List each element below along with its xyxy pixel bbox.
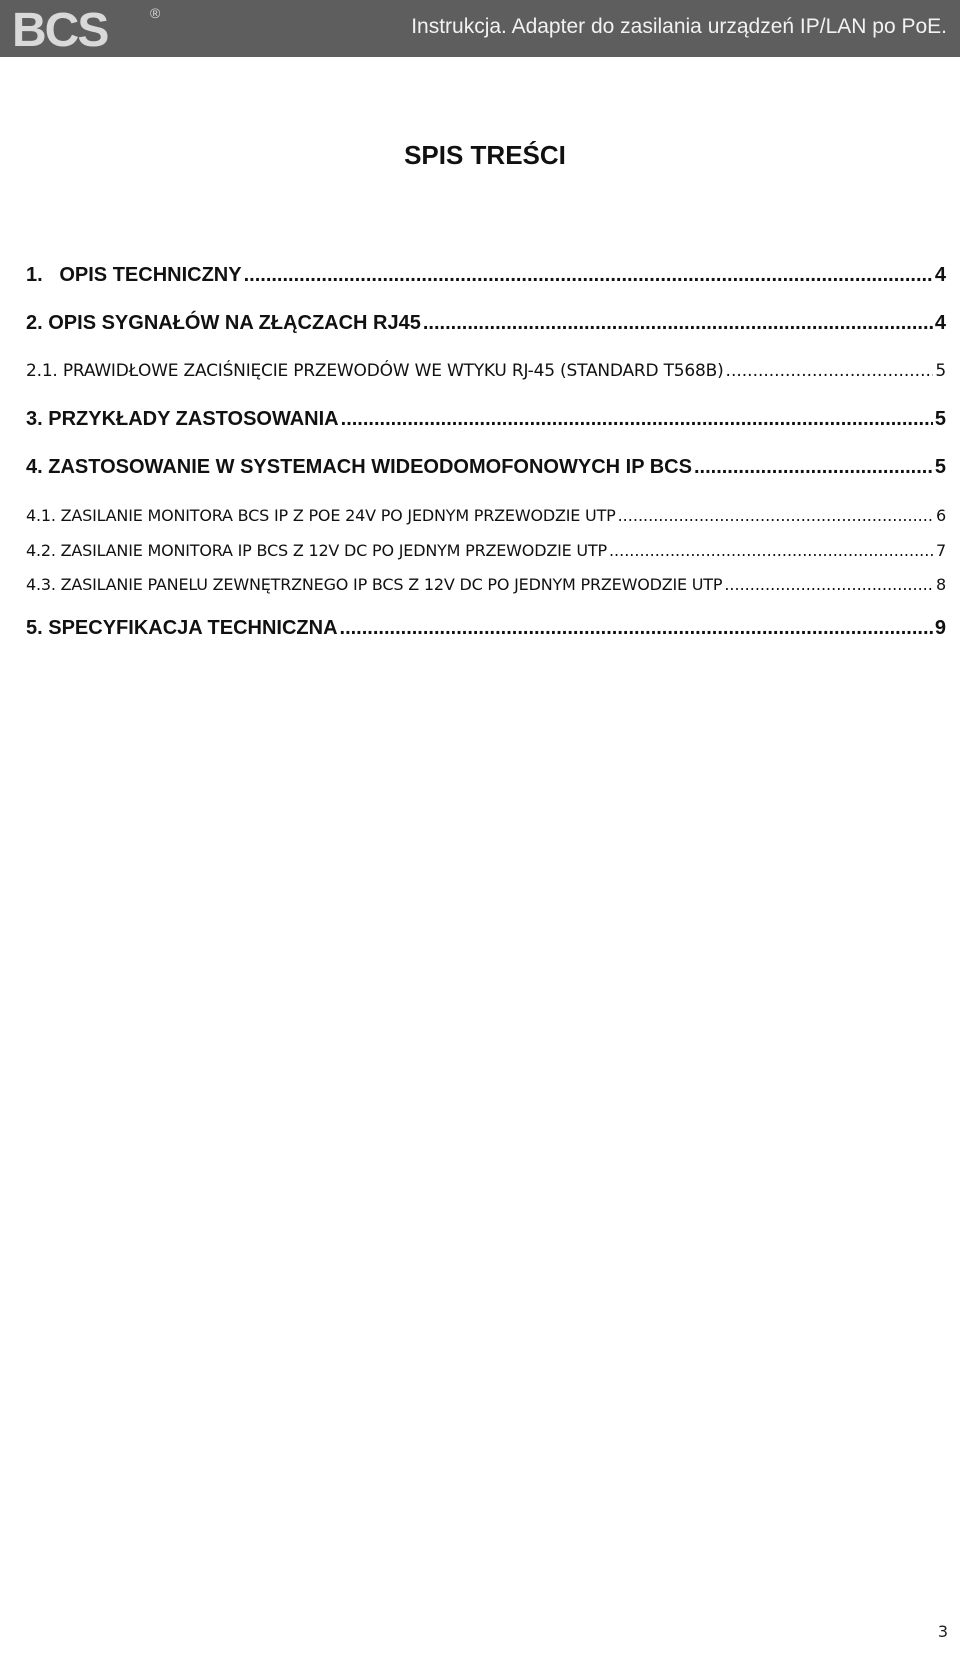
toc-leader <box>244 264 933 287</box>
toc-entry-label: 2.1. PRAWIDŁOWE ZACIŚNIĘCIE PRZEWODÓW WE WTYKU RJ-45 (STANDARD T568B) <box>26 361 724 381</box>
toc-entry-page: 4 <box>934 312 946 334</box>
toc-entry-2[interactable] <box>26 312 946 335</box>
toc-heading: SPIS TREŚCI <box>404 140 566 170</box>
toc-entry-label: 4.2. ZASILANIE MONITORA IP BCS Z 12V DC PO JEDNYM PRZEWODZIE UTP <box>26 541 607 560</box>
toc-leader <box>726 361 934 381</box>
toc-entry-label: 4. ZASTOSOWANIE W SYSTEMACH WIDEODOMOFONOWYCH IP BCS <box>26 456 692 478</box>
toc-entry-2-1[interactable] <box>26 361 946 381</box>
header-bar <box>0 0 960 57</box>
toc-entry-label: 4.3. ZASILANIE PANELU ZEWNĘTRZNEGO IP BCS Z 12V DC PO JEDNYM PRZEWODZIE UTP <box>26 575 723 594</box>
toc-leader <box>724 575 934 594</box>
toc-entry-page: 4 <box>934 264 946 286</box>
toc-entry-4-1[interactable] <box>26 506 946 525</box>
toc-leader <box>340 617 933 640</box>
toc-entry-4-2[interactable] <box>26 541 946 560</box>
toc-leader <box>341 408 933 431</box>
toc-entry-page: 5 <box>934 456 946 478</box>
bcs-logo <box>10 2 160 52</box>
toc-leader <box>423 312 933 335</box>
toc-entry-label: 2. OPIS SYGNAŁÓW NA ZŁĄCZACH RJ45 <box>26 312 421 334</box>
toc-entry-4[interactable] <box>26 456 946 479</box>
toc-entry-page: 5 <box>935 361 946 381</box>
toc-entry-page: 5 <box>934 408 946 430</box>
toc-entry-label: 1. OPIS TECHNICZNY <box>26 264 242 286</box>
toc-leader <box>618 506 934 525</box>
toc-entry-page: 8 <box>936 575 946 594</box>
toc-entry-4-3[interactable] <box>26 575 946 594</box>
toc-entry-page: 6 <box>936 506 946 525</box>
toc-entry-3[interactable] <box>26 408 946 431</box>
toc-entry-label: 3. PRZYKŁADY ZASTOSOWANIA <box>26 408 339 430</box>
toc-entry-page: 9 <box>934 617 946 639</box>
toc-entry-label: 4.1. ZASILANIE MONITORA BCS IP Z POE 24V PO JEDNYM PRZEWODZIE UTP <box>26 506 616 525</box>
toc-entry-1[interactable] <box>26 264 946 287</box>
toc-leader <box>694 456 933 479</box>
document-title: Instrukcja. Adapter do zasilania urządzeń IP/LAN po PoE. <box>411 15 947 38</box>
page-number: 3 <box>937 1622 948 1641</box>
toc-entry-page: 7 <box>936 541 946 560</box>
toc-leader <box>609 541 934 560</box>
toc-entry-label: 5. SPECYFIKACJA TECHNICZNA <box>26 617 338 639</box>
toc-entry-5[interactable] <box>26 617 946 640</box>
svg-text:®: ® <box>150 5 160 21</box>
svg-text:BCS: BCS <box>12 4 108 52</box>
